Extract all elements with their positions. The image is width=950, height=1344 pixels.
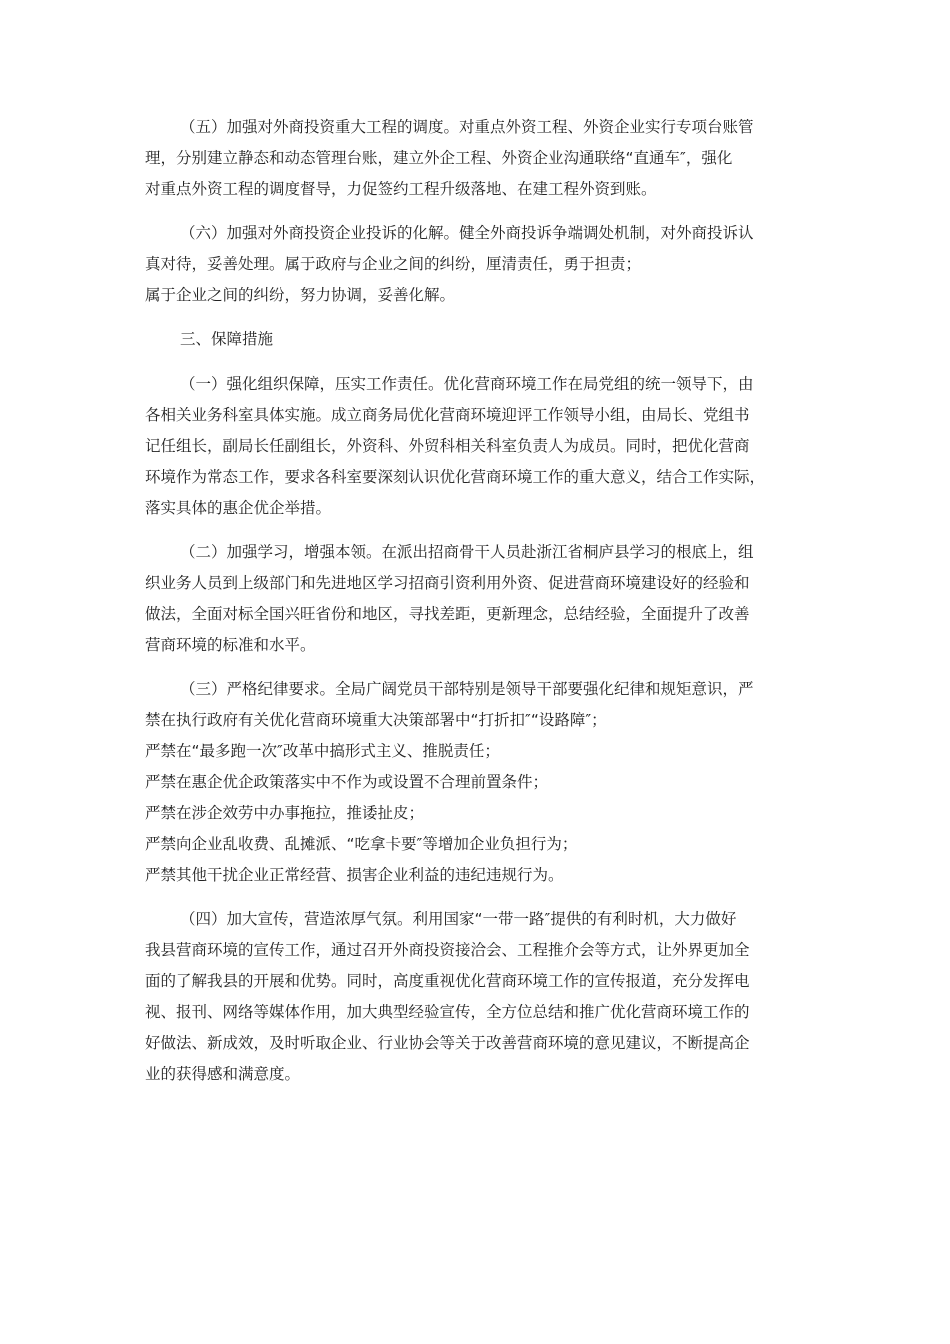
measure-4-line-1: （四）加大宣传，营造浓厚气氛。利用国家“一带一路″提供的有利时机，大力做好 bbox=[180, 910, 737, 928]
measure-1-line-2: 各相关业务科室具体实施。成立商务局优化营商环境迎评工作领导小组，由局长、党组书 bbox=[145, 406, 750, 424]
measure-3-line-1: （三）严格纪律要求。全局广阔党员干部特别是领导干部要强化纪律和规矩意识，严 bbox=[180, 680, 754, 698]
paragraph-6-line-3: 属于企业之间的纠纷，努力协调，妥善化解。 bbox=[145, 286, 456, 304]
measure-4-line-2: 我县营商环境的宣传工作，通过召开外商投资接洽会、工程推介会等方式，让外界更加全 bbox=[145, 941, 750, 959]
measure-2-line-1: （二）加强学习，增强本领。在派出招商骨干人员赴浙江省桐庐县学习的根底上，组 bbox=[180, 543, 754, 561]
measure-3-line-4: 严禁在惠企优企政策落实中不作为或设置不合理前置条件； bbox=[145, 773, 549, 791]
paragraph-5-line-1: （五）加强对外商投资重大工程的调度。对重点外资工程、外资企业实行专项台账管 bbox=[180, 118, 754, 136]
measure-2-line-3: 做法，全面对标全国兴旺省份和地区，寻找差距，更新理念，总结经验，全面提升了改善 bbox=[145, 605, 750, 623]
paragraph-6-line-1: （六）加强对外商投资企业投诉的化解。健全外商投诉争端调处机制，对外商投诉认 bbox=[180, 224, 754, 242]
measure-3-line-5: 严禁在涉企效劳中办事拖拉，推诿扯皮； bbox=[145, 804, 425, 822]
paragraph-5-line-3: 对重点外资工程的调度督导，力促签约工程升级落地、在建工程外资到账。 bbox=[145, 180, 657, 198]
measure-4-line-4: 视、报刊、网络等媒体作用，加大典型经验宣传，全方位总结和推广优化营商环境工作的 bbox=[145, 1003, 750, 1021]
measure-3-line-7: 严禁其他干扰企业正常经营、损害企业利益的违纪违规行为。 bbox=[145, 866, 564, 884]
measure-1-line-3: 记任组长，副局长任副组长，外资科、外贸科相关科室负责人为成员。同时，把优化营商 bbox=[145, 437, 750, 455]
measure-1-line-5: 落实具体的惠企优企举措。 bbox=[145, 499, 332, 517]
measure-4-line-6: 业的获得感和满意度。 bbox=[145, 1065, 301, 1083]
measure-1-line-1: （一）强化组织保障，压实工作责任。优化营商环境工作在局党组的统一领导下，由 bbox=[180, 375, 754, 393]
section-heading: 三、保障措施 bbox=[180, 330, 274, 348]
measure-3-line-2: 禁在执行政府有关优化营商环境重大决策部署中“打折扣″“设路障″； bbox=[145, 711, 607, 729]
measure-1-line-4: 环境作为常态工作，要求各科室要深刻认识优化营商环境工作的重大意义，结合工作实际， bbox=[145, 468, 766, 486]
measure-3-line-3: 严禁在“最多跑一次″改革中搞形式主义、推脱责任； bbox=[145, 742, 500, 760]
measure-4-line-5: 好做法、新成效，及时听取企业、行业协会等关于改善营商环境的意见建议，不断提高企 bbox=[145, 1034, 750, 1052]
paragraph-6-line-2: 真对待，妥善处理。属于政府与企业之间的纠纷，厘清责任，勇于担责； bbox=[145, 255, 642, 273]
measure-4-line-3: 面的了解我县的开展和优势。同时，高度重视优化营商环境工作的宣传报道，充分发挥电 bbox=[145, 972, 750, 990]
measure-2-line-4: 营商环境的标准和水平。 bbox=[145, 636, 316, 654]
measure-3-line-6: 严禁向企业乱收费、乱摊派、“吃拿卡要″等增加企业负担行为； bbox=[145, 835, 578, 853]
paragraph-5-line-2: 理，分别建立静态和动态管理台账，建立外企工程、外资企业沟通联络“直通车″，强化 bbox=[145, 149, 733, 167]
measure-2-line-2: 织业务人员到上级部门和先进地区学习招商引资利用外资、促进营商环境建设好的经验和 bbox=[145, 574, 750, 592]
